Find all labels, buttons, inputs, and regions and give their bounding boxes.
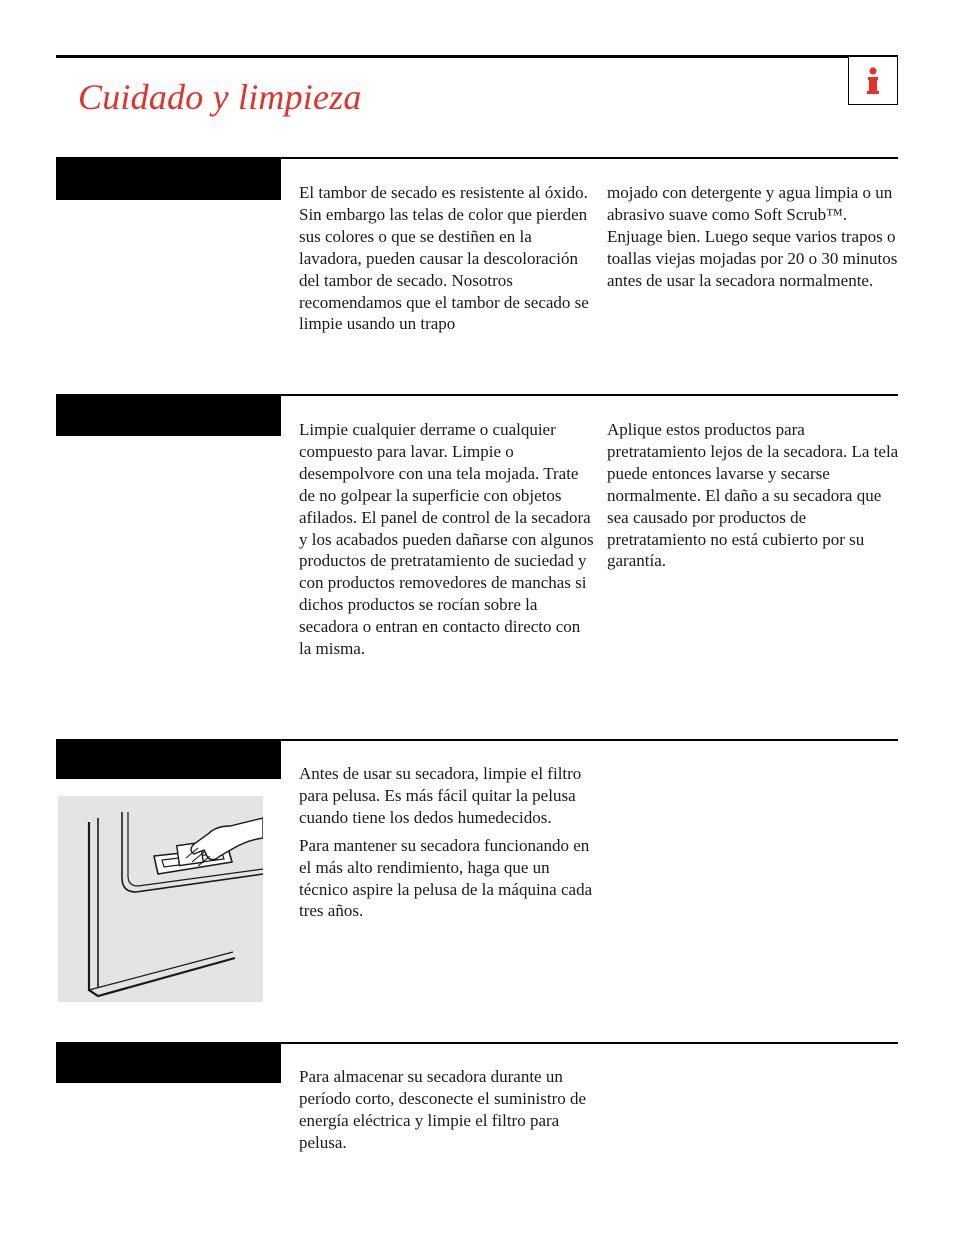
paragraph: Para mantener su secadora funcionando en el más alto rendimiento, haga que un técnico aspire la pelusa de la máquina cada tres años. <box>299 835 593 921</box>
paragraph: Antes de usar su secadora, limpie el filtro para pelusa. Es más fácil quitar la pelusa cuando tiene los dedos humedecidos. <box>299 764 582 827</box>
section-heading-bar <box>56 1042 281 1083</box>
section-rule <box>281 157 898 159</box>
info-badge <box>848 57 898 105</box>
paragraph: Para almacenar su secadora durante un período corto, desconecte el suministro de energía eléctrica y limpie el filtro para pelusa. <box>299 1067 587 1152</box>
storage-text <box>299 1066 594 1154</box>
paragraph: Limpie cualquier derrame o cualquier compuesto para lavar. Limpie o desempolvore con una tela mojada. Trate de no golpear la superficie con objetos afilados. El panel de control de la secadora y los acabados pueden dañarse con algunos productos de pretratamiento de suciedad y con productos removedores de manchas si dichos productos se rocían sobre la secadora o entran en contacto directo con la misma. <box>299 420 594 659</box>
lint-filter-text <box>299 763 594 922</box>
section-rule <box>281 739 898 741</box>
exterior-care-text-col2 <box>607 419 899 572</box>
section-heading-bar <box>56 739 281 779</box>
lint-filter-illustration <box>58 796 263 1002</box>
top-rule <box>56 55 898 58</box>
section-heading-bar <box>56 157 281 200</box>
section-rule <box>281 394 898 396</box>
info-icon <box>866 67 880 95</box>
section-heading-bar <box>56 394 281 436</box>
paragraph: mojado con detergente y agua limpia o un abrasivo suave como Soft Scrub™. Enjuage bien. Luego seque varios trapos o toallas viejas mojadas por 20 o 30 minutos antes de usar la secadora normalmente. <box>607 183 898 290</box>
page-title: Cuidado y limpieza <box>78 77 362 117</box>
exterior-care-text-col1 <box>299 419 594 660</box>
drum-care-text-col1 <box>299 182 594 335</box>
section-rule <box>281 1042 898 1044</box>
paragraph: Aplique estos productos para pretratamiento lejos de la secadora. La tela puede entonces lavarse y secarse normalmente. El daño a su secadora que sea causado por productos de pretratamiento no está cubierto por su garantía. <box>607 420 899 571</box>
drum-care-text-col2 <box>607 182 899 292</box>
paragraph: El tambor de secado es resistente al óxido. Sin embargo las telas de color que pierden sus colores o que se destiñen en la lavadora, pueden causar la descoloración del tambor de secado. Nosotros recomendamos que el tambor de secado se limpie usando un trapo <box>299 183 589 334</box>
